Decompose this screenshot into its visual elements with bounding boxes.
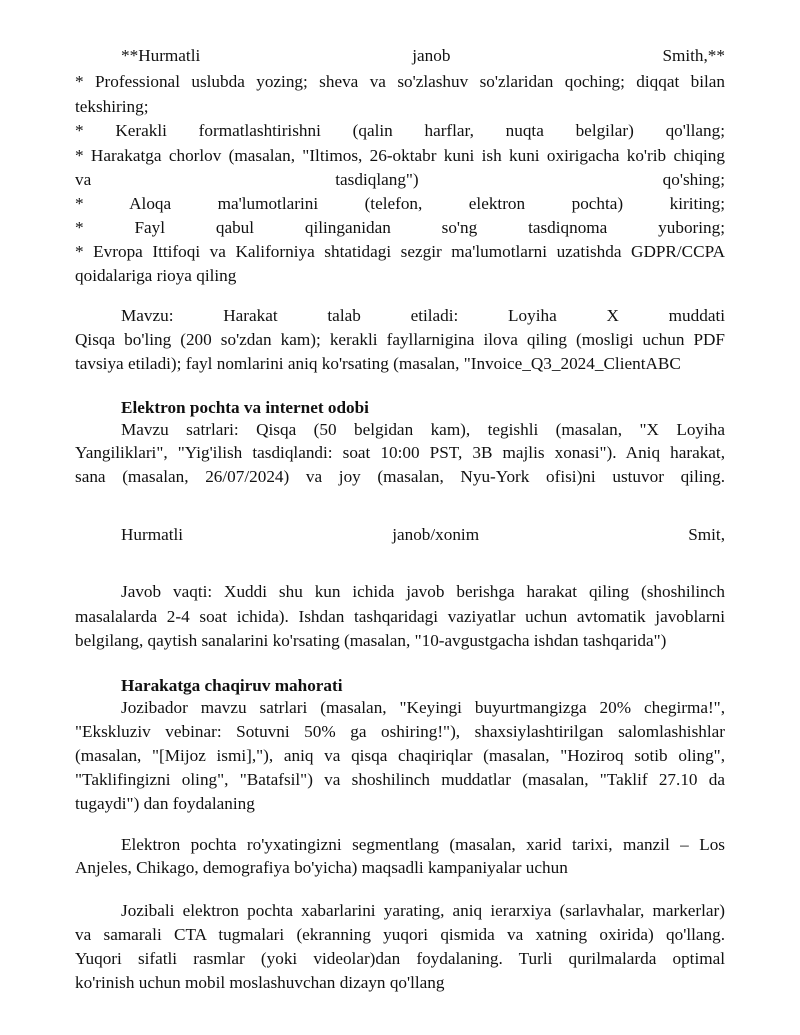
text-line: * Evropa Ittifoqi va Kaliforniya shtatidagi sezgir ma'lumotlarni uzatishda GDPR/CCPA	[75, 242, 725, 261]
text-line: belgilang, qaytish sanalarini ko'rsating (masalan, "10-avgustgacha ishdan tashqarida")	[75, 631, 667, 650]
section-heading: Harakatga chaqiruv mahorati	[121, 676, 343, 695]
text-line: tugaydi") dan foydalaning	[75, 794, 255, 813]
text-line: Anjeles, Chikago, demografiya bo'yicha) maqsadli kampaniyalar uchun	[75, 858, 568, 877]
text-line: "Ekskluziv vebinar: Sotuvni 50% ga oshiring!"), shaxsiylashtirilgan salomlashishlar	[75, 722, 725, 741]
text-line: masalalarda 2-4 soat ichida). Ishdan tashqaridagi vaziyatlar uchun avtomatik javoblarni	[75, 607, 725, 626]
text-line: Yangiliklari", "Yig'ilish tasdiqlandi: soat 10:00 PST, 3B majlis xonasi"). Aniq harakat,	[75, 443, 725, 462]
text-line: * Fayl qabul qilinganidan so'ng tasdiqnoma yuboring;	[75, 218, 725, 237]
text-line: qoidalariga rioya qiling	[75, 266, 237, 285]
text-line: sana (masalan, 26/07/2024) va joy (masalan, Nyu-York ofisi)ni ustuvor qiling.	[75, 467, 725, 486]
text-line: Elektron pochta ro'yxatingizni segmentlang (masalan, xarid tarixi, manzil – Los	[121, 835, 725, 854]
section-heading: Elektron pochta va internet odobi	[121, 398, 369, 417]
text-line: tavsiya etiladi); fayl nomlarini aniq ko'rsating (masalan, "Invoice_Q3_2024_ClientABC	[75, 354, 681, 373]
text-line: Javob vaqti: Xuddi shu kun ichida javob berishga harakat qiling (shoshilinch	[121, 582, 725, 601]
text-line: va samarali CTA tugmalari (ekranning yuqori qismida va xatning oxirida) qo'llang.	[75, 925, 725, 944]
text-line: * Kerakli formatlashtirishni (qalin harflar, nuqta belgilar) qo'llang;	[75, 121, 725, 140]
text-line: Mavzu satrlari: Qisqa (50 belgidan kam), tegishli (masalan, "X Loyiha	[121, 420, 725, 439]
greeting-line: Hurmatli janob/xonim Smit,	[121, 525, 725, 544]
text-line: "Taklifingizni oling", "Batafsil") va shoshilinch muddatlar (masalan, "Taklif 27.10 da	[75, 770, 725, 789]
text-line: ko'rinish uchun mobil moslashuvchan dizayn qo'llang	[75, 973, 445, 992]
text-line: Yuqori sifatli rasmlar (yoki videolar)dan foydalaning. Turli qurilmalarda optimal	[75, 949, 725, 968]
salutation-line: **Hurmatli janob Smith,**	[121, 46, 725, 65]
subject-line: Mavzu: Harakat talab etiladi: Loyiha X muddati	[121, 306, 725, 325]
text-line: * Aloqa ma'lumotlarini (telefon, elektron pochta) kiriting;	[75, 194, 725, 213]
text-line: Jozibali elektron pochta xabarlarini yarating, aniq ierarxiya (sarlavhalar, markerlar)	[121, 901, 725, 920]
text-line: tekshiring;	[75, 97, 149, 116]
text-line: * Professional uslubda yozing; sheva va so'zlashuv so'zlaridan qoching; diqqat bilan	[75, 72, 725, 91]
text-line: Jozibador mavzu satrlari (masalan, "Keyingi buyurtmangizga 20% chegirma!",	[121, 698, 725, 717]
text-line: Qisqa bo'ling (200 so'zdan kam); kerakli fayllarnigina ilova qiling (mosligi uchun PDF	[75, 330, 725, 349]
text-line: * Harakatga chorlov (masalan, "Iltimos, 26-oktabr kuni ish kuni oxirigacha ko'rib chiqing	[75, 146, 725, 165]
text-line: va tasdiqlang") qo'shing;	[75, 170, 725, 189]
text-line: (masalan, "[Mijoz ismi],"), aniq va qisqa chaqiriqlar (masalan, "Hoziroq sotib oling",	[75, 746, 725, 765]
